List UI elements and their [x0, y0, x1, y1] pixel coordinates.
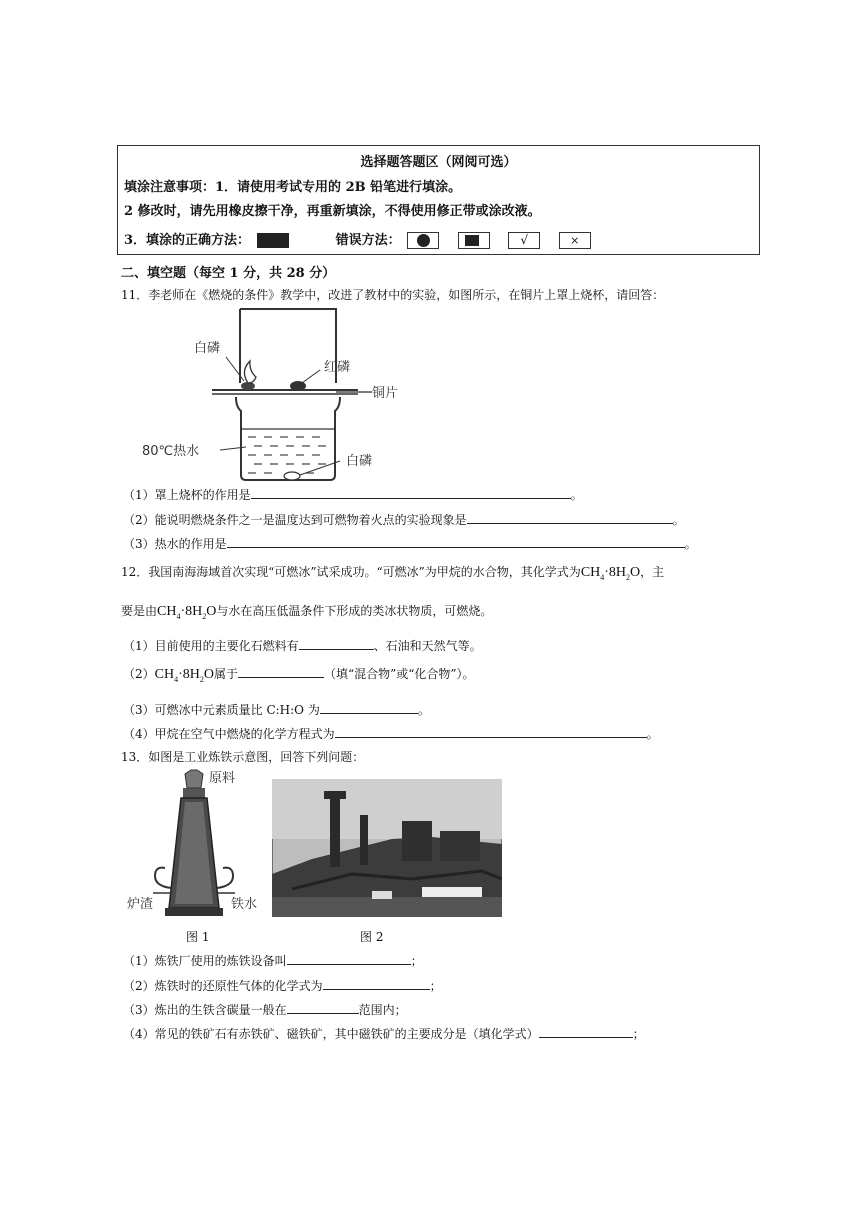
q12-blank-1[interactable]	[299, 636, 374, 650]
q12-part-3: （3）可燃冰中元素质量比 C:H:O 为 。	[123, 700, 430, 718]
q13-blank-4[interactable]	[539, 1024, 633, 1038]
q13-blank-3[interactable]	[287, 1000, 359, 1014]
q11-blank-2[interactable]	[467, 510, 673, 524]
q11-part-2: （2）能说明燃烧条件之一是温度达到可燃物着火点的实验现象是 。	[123, 510, 685, 528]
q13-stem: 13．如图是工业炼铁示意图，回答下列问题：	[121, 750, 365, 764]
correct-method-label: 3．填涂的正确方法：	[124, 233, 251, 248]
wrong-circle-mark-icon	[407, 232, 439, 249]
q11-part-3: （3）热水的作用是 。	[123, 534, 697, 552]
answer-box-line-2: 2 修改时，请先用橡皮擦干净，再重新填涂，不得使用修正带或涂改液。	[124, 204, 541, 219]
q12-blank-2[interactable]	[238, 664, 324, 678]
answer-box-line-3	[124, 229, 591, 249]
q12-part-2: $(2)CH_4\cdot 8H_2O$属于 （填“混合物”或“化合物”）。	[123, 664, 475, 684]
answer-sheet-box	[117, 145, 760, 255]
q12-stem-line-1: 12．我国南海海域首次实现“可燃冰”试采成功。“可燃冰”为甲烷的水合物，其化学式为$CH_4\cdot 8H_2O$，主	[121, 565, 665, 582]
label-copper-plate: 铜片	[372, 386, 399, 401]
q11-combustion-figure	[140, 305, 420, 485]
q13-ironworks-photo	[272, 779, 502, 917]
inverted-beaker-icon	[240, 309, 336, 383]
q13-part-2: （2）炼铁时的还原性气体的化学式为 ；	[123, 976, 442, 994]
section-title: 二、填空题（每空 1 分，共 28 分）	[121, 266, 336, 281]
answer-box-line-1: 填涂注意事项：1．请使用考试专用的 2B 铅笔进行填涂。	[124, 180, 462, 195]
q11-part-1: （1）罩上烧杯的作用是 。	[123, 485, 583, 503]
label-white-phosphorus: 白磷	[194, 341, 221, 356]
formula-1: $CH_4\cdot 8H_2O$	[580, 565, 641, 582]
q13-part-1: （1）炼铁厂使用的炼铁设备叫 ；	[123, 951, 423, 969]
label-red-phosphorus: 红磷	[324, 360, 351, 375]
label-molten-iron: 铁水	[231, 897, 258, 912]
q12-part-1: （1）目前使用的主要化石燃料有 、石油和天然气等。	[123, 636, 482, 654]
correct-fill-mark-icon	[257, 233, 289, 248]
q12-part-4: （4）甲烷在空气中燃烧的化学方程式为 。	[123, 724, 659, 742]
formula-3: $CH_4\cdot 8H_2O$	[154, 667, 214, 684]
q13-part-4: （4）常见的铁矿石有赤铁矿、磁铁矿，其中磁铁矿的主要成分是（填化学式） ；	[123, 1024, 645, 1042]
q12-blank-4[interactable]	[335, 724, 647, 738]
label-hot-water: 80℃热水	[142, 444, 200, 459]
label-slag: 炉渣	[127, 897, 154, 912]
flame-icon	[244, 361, 256, 383]
q11-blank-3[interactable]	[227, 534, 685, 548]
q13-part-3: （3）炼出的生铁含碳量一般在 范围内；	[123, 1000, 407, 1018]
label-raw-material: 原料	[209, 771, 236, 786]
q13-blast-furnace-figure	[125, 768, 265, 923]
wrong-method-label: 错误方法：	[335, 233, 401, 248]
answer-box-title: 选择题答题区（网阅可选）	[360, 155, 517, 170]
wrong-cross-mark-icon: ×	[559, 232, 591, 249]
chimney-icon	[330, 797, 340, 867]
q13-blank-1[interactable]	[287, 951, 411, 965]
q11-stem: 11．李老师在《燃烧的条件》教学中，改进了教材中的实验，如图所示，在铜片上罩上烧杯，请回答：	[121, 288, 665, 302]
white-phosphorus-water-icon	[284, 472, 300, 480]
wrong-partial-mark-icon	[458, 232, 490, 249]
label-white-phosphorus-2: 白磷	[346, 454, 373, 469]
q11-blank-1[interactable]	[251, 485, 571, 499]
q12-stem-line-2: 要是由$CH_4\cdot 8H_2O$与水在高压低温条件下形成的类冰状物质，可燃烧。	[121, 604, 493, 621]
q12-blank-3[interactable]	[320, 700, 418, 714]
red-phosphorus-icon	[290, 381, 306, 391]
raw-material-hopper-icon	[185, 770, 203, 788]
q13-blank-2[interactable]	[323, 976, 430, 990]
fig2-caption: 图 2	[360, 930, 384, 944]
lower-beaker-icon	[236, 397, 340, 480]
hot-water-dashes	[248, 437, 326, 473]
formula-2: $CH_4\cdot 8H_2O$	[157, 604, 217, 621]
fig1-caption: 图 1	[186, 930, 210, 944]
wrong-check-mark-icon: √	[508, 232, 540, 249]
